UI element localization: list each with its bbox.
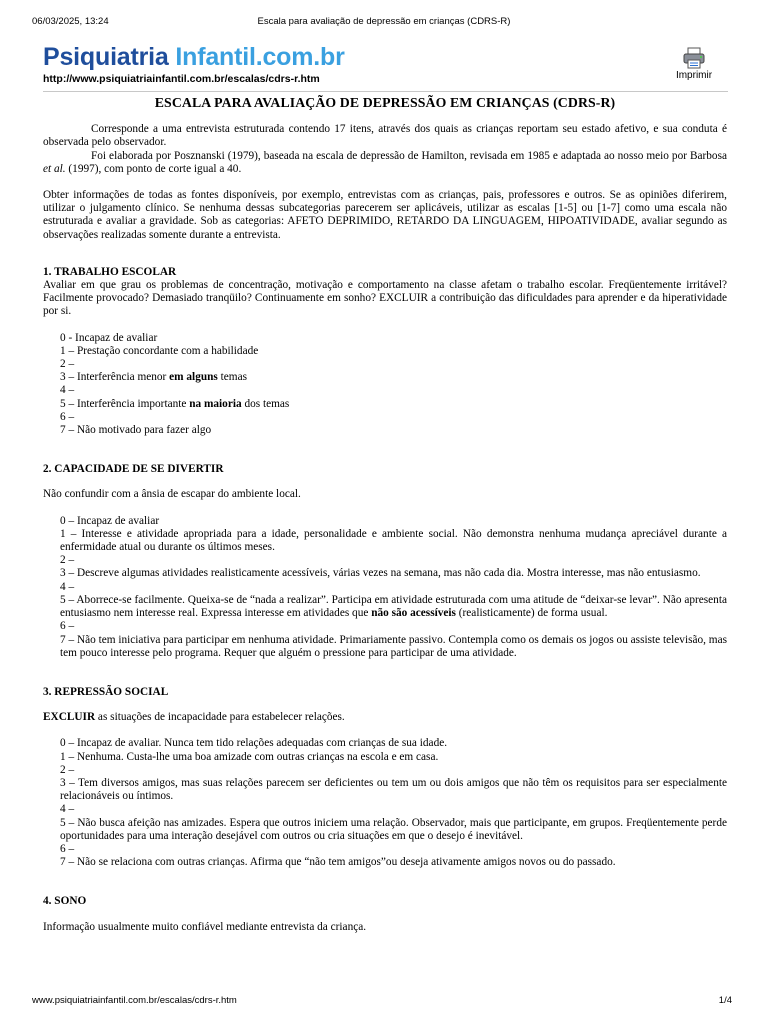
header-divider bbox=[43, 91, 728, 92]
rating-item: 2 – bbox=[60, 763, 75, 776]
rating-item bbox=[60, 398, 727, 411]
rating-item: 5 – Não busca afeição nas amizades. Espera que outros iniciem uma relação. Observador, mais que participante, em grupos. Freqüentemente perde oportunidades para uma interação desejável com outros ou cria situações em que o desejo é inevitável. bbox=[60, 816, 727, 842]
rating-text: (realisticamente) de forma usual. bbox=[455, 607, 608, 620]
section-repressao-social bbox=[43, 686, 727, 869]
rating-item: 6 – bbox=[60, 620, 75, 633]
intro-paragraph-1: Corresponde a uma entrevista estruturada contendo 17 itens, através dos quais as crianças reportam seu estado afetivo, e sua conduta é observada pelo observador. bbox=[43, 123, 727, 149]
site-header bbox=[43, 42, 728, 92]
section-note: Não confundir com a ânsia de escapar do ambiente local. bbox=[43, 488, 301, 501]
logo-text-infantil: Infantil.com.br bbox=[175, 43, 345, 71]
section-note: Informação usualmente muito confiável mediante entrevista da criança. bbox=[43, 920, 367, 933]
print-label: Imprimir bbox=[675, 70, 713, 81]
print-footer-url: www.psiquiatriainfantil.com.br/escalas/cdrs-r.htm bbox=[32, 995, 237, 1006]
rating-text: dos temas bbox=[241, 397, 290, 410]
rating-item: 6 – bbox=[60, 410, 75, 423]
rating-item: 2 – bbox=[60, 358, 75, 371]
section-heading: 1. TRABALHO ESCOLAR bbox=[43, 265, 177, 278]
section-heading: 2. CAPACIDADE DE SE DIVERTIR bbox=[43, 463, 224, 476]
page-url: http://www.psiquiatriainfantil.com.br/escalas/cdrs-r.htm bbox=[43, 73, 320, 85]
print-button[interactable] bbox=[666, 47, 722, 81]
rating-emphasis: em alguns bbox=[169, 371, 218, 384]
intro bbox=[43, 123, 727, 176]
rating-item: 4 – bbox=[60, 580, 75, 593]
note-emphasis: EXCLUIR bbox=[43, 711, 96, 724]
printer-icon bbox=[666, 47, 722, 69]
rating-item: 1 – Interesse e atividade apropriada para a idade, personalidade e ambiente social. Não demonstra nenhuma mudança apreciável durante a enfermidade atual ou durante os últimos meses. bbox=[60, 527, 727, 554]
rating-list bbox=[43, 515, 727, 660]
intro-text-b: (1997), com ponto de corte igual a 40. bbox=[65, 162, 242, 175]
section-description: Avaliar em que grau os problemas de concentração, motivação e comportamento na classe afetam o trabalho escolar. Freqüentemente irritável? Facilmente provocado? Demasiado tranqüilo? Continuamente em sonho? EXCLUIR a contribuição das dificuldades para aprender e da hiperatividade por si. bbox=[43, 279, 727, 318]
intro-text-a: Foi elaborada por Posznanski (1979), baseada na escala de depressão de Hamilton, revisada em 1985 e adaptada ao nosso meio por Barbosa bbox=[91, 149, 727, 162]
rating-text: 5 – Aborrece-se facilmente. Queixa-se de “nada a realizar”. Participa em atividade estruturada com uma atitude de “deixar-se levar”. Não apresenta entusiasmo nem interesse real. Expressa interesse em atividades que bbox=[60, 593, 727, 620]
rating-list bbox=[43, 332, 727, 438]
rating-item: 7 – Não tem iniciativa para participar em nenhuma atividade. Primariamente passivo. Contempla como os demais os jogos ou assiste televisão, mas tem pouco interesse pelo programa. Requer que alguém o pressione para participar de uma atividade. bbox=[60, 633, 727, 659]
rating-item: 4 – bbox=[60, 803, 75, 816]
rating-item: 2 – bbox=[60, 554, 75, 567]
rating-item: 6 – bbox=[60, 842, 75, 855]
print-footer bbox=[0, 995, 768, 1009]
rating-list bbox=[43, 737, 727, 869]
rating-text: 3 – Interferência menor bbox=[60, 371, 170, 384]
rating-item bbox=[60, 594, 727, 620]
document-body bbox=[43, 96, 727, 960]
document-title: ESCALA PARA AVALIAÇÃO DE DEPRESSÃO EM CRIANÇAS (CDRS-R) bbox=[154, 95, 616, 110]
rating-item: 0 – Incapaz de avaliar. Nunca tem tido relações adequadas com crianças de sua idade. bbox=[60, 737, 448, 750]
rating-text: 5 – Interferência importante bbox=[60, 397, 190, 410]
note-text: as situações de incapacidade para estabelecer relações. bbox=[95, 711, 345, 724]
rating-item: 0 - Incapaz de avaliar bbox=[60, 331, 158, 344]
rating-item: 1 – Nenhuma. Custa-lhe uma boa amizade com outras crianças na escola e em casa. bbox=[60, 750, 439, 763]
section-trabalho-escolar bbox=[43, 266, 727, 437]
rating-item: 4 – bbox=[60, 384, 75, 397]
print-page-number: 1/4 bbox=[718, 995, 732, 1006]
rating-emphasis: na maioria bbox=[189, 397, 242, 410]
intro-paragraph-2 bbox=[43, 150, 727, 176]
rating-item bbox=[60, 371, 727, 384]
rating-item: 1 – Prestação concordante com a habilidade bbox=[60, 344, 259, 357]
print-page-title: Escala para avaliação de depressão em crianças (CDRS-R) bbox=[257, 16, 511, 27]
rating-item: 3 – Descreve algumas atividades realisticamente acessíveis, várias vezes na semana, mas não cada dia. Mostra interesse, mas não entusiasmo. bbox=[60, 567, 701, 580]
section-heading: 3. REPRESSÃO SOCIAL bbox=[43, 685, 169, 698]
intro-et-al: et al. bbox=[43, 162, 66, 175]
rating-emphasis: não são acessíveis bbox=[371, 607, 456, 620]
section-sono bbox=[43, 895, 727, 933]
logo-text-psiquiatria: Psiquiatria bbox=[43, 43, 169, 71]
print-datetime: 06/03/2025, 13:24 bbox=[32, 16, 109, 27]
section-heading: 4. SONO bbox=[43, 895, 87, 908]
section-capacidade-divertir bbox=[43, 463, 727, 660]
rating-item: 7 – Não motivado para fazer algo bbox=[60, 424, 212, 437]
rating-item: 3 – Tem diversos amigos, mas suas relações parecem ser deficientes ou tem um ou dois amigos que não têm os requisitos para ser especialmente relacionáveis ou íntimos. bbox=[60, 776, 727, 803]
section-note bbox=[43, 711, 727, 724]
rating-item: 7 – Não se relaciona com outras crianças. Afirma que “não tem amigos”ou deseja ativamente amigos novos ou do passado. bbox=[60, 856, 616, 869]
print-header bbox=[0, 16, 768, 30]
site-logo[interactable] bbox=[43, 42, 345, 72]
rating-text: temas bbox=[217, 371, 247, 384]
instructions-paragraph: Obter informações de todas as fontes disponíveis, por exemplo, entrevistas com as crianças, pais, professores e outros. Se as opiniões diferirem, utilizar o julgamento clínico. Se nenhuma dessas subcategorias parecerem ser aplicáveis, utilizar as escalas [1-5] ou [1-7] como uma escala não estruturada e avaliar a gravidade. Sob as categorias: AFETO DEPRIMIDO, RETARDO DA LINGUAGEM, HIPOATIVIDADE, avaliar segundo as observações realizadas somente durante a entrevista. bbox=[43, 189, 727, 241]
rating-item: 0 – Incapaz de avaliar bbox=[60, 514, 160, 527]
